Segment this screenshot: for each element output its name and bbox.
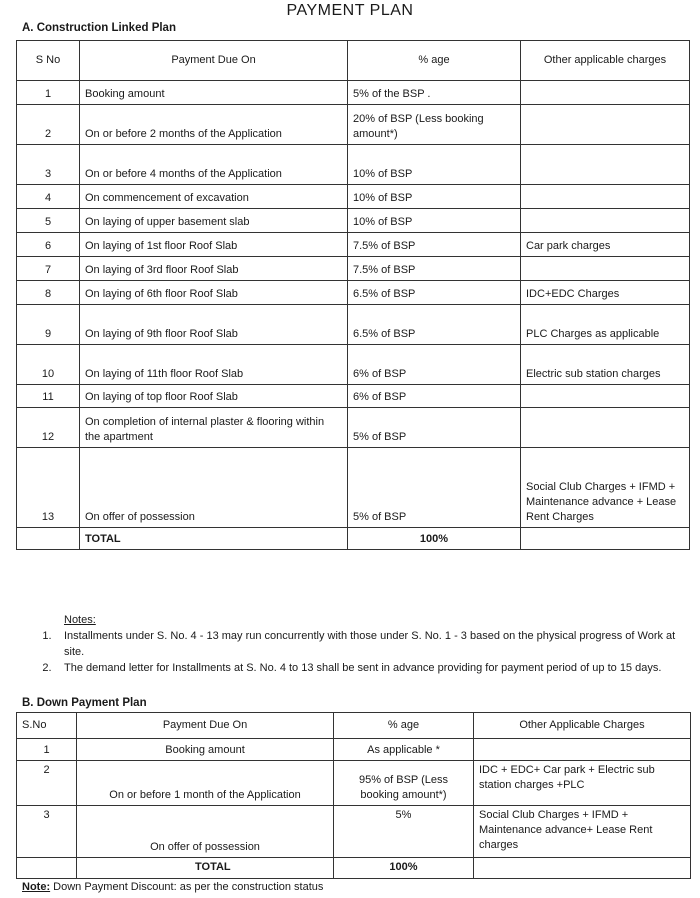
- header-other-charges: Other applicable charges: [521, 41, 690, 81]
- cell-pct: 95% of BSP (Less booking amount*): [334, 761, 474, 806]
- cell-due: On laying of upper basement slab: [80, 209, 348, 233]
- cell-other: [521, 145, 690, 185]
- total-label: TOTAL: [80, 528, 348, 550]
- cell-other: [521, 385, 690, 408]
- header-sno: S.No: [17, 713, 77, 739]
- section-a-heading: A. Construction Linked Plan: [22, 22, 176, 34]
- notes-heading: Notes:: [64, 614, 96, 626]
- table-row: [17, 385, 690, 408]
- note-item: [30, 660, 690, 676]
- cell-other: [521, 257, 690, 281]
- cell-pct: 6% of BSP: [348, 385, 521, 408]
- cell-pct: 5% of BSP: [348, 448, 521, 528]
- table-row: [17, 806, 691, 858]
- cell-due: On laying of 9th floor Roof Slab: [80, 305, 348, 345]
- cell-other: Electric sub station charges: [521, 345, 690, 385]
- cell-empty: [521, 528, 690, 550]
- cell-sno: 6: [17, 233, 80, 257]
- cell-due: On laying of 3rd floor Roof Slab: [80, 257, 348, 281]
- cell-sno: 1: [17, 81, 80, 105]
- cell-other: [521, 81, 690, 105]
- cell-due: On laying of 11th floor Roof Slab: [80, 345, 348, 385]
- table-row: [17, 408, 690, 448]
- cell-sno: 3: [17, 145, 80, 185]
- cell-sno: 2: [17, 761, 77, 806]
- cell-due: On or before 1 month of the Application: [77, 761, 334, 806]
- footer-note-label: Note:: [22, 881, 51, 893]
- note-item: [30, 628, 690, 660]
- table-row: [17, 81, 690, 105]
- section-b-heading: B. Down Payment Plan: [22, 697, 147, 709]
- cell-sno: 1: [17, 739, 77, 761]
- cell-pct: 10% of BSP: [348, 209, 521, 233]
- cell-other: [474, 739, 691, 761]
- note-number: 1.: [42, 630, 52, 642]
- table-header-row: [17, 713, 691, 739]
- down-payment-plan-table: [16, 712, 691, 879]
- cell-other: Social Club Charges + IFMD + Maintenance advance + Lease Rent Charges: [521, 448, 690, 528]
- cell-other: IDC + EDC+ Car park + Electric sub station charges +PLC: [474, 761, 691, 806]
- cell-sno: 5: [17, 209, 80, 233]
- cell-other: PLC Charges as applicable: [521, 305, 690, 345]
- cell-empty: [474, 858, 691, 879]
- table-row: [17, 448, 690, 528]
- notes-section: [30, 612, 690, 676]
- table-row: [17, 281, 690, 305]
- cell-empty: [17, 858, 77, 879]
- footer-note: [22, 881, 323, 893]
- note-text: The demand letter for Installments at S. No. 4 to 13 shall be sent in advance providing for payment period of up to 15 days.: [64, 662, 662, 674]
- cell-due: Booking amount: [80, 81, 348, 105]
- cell-other: [521, 209, 690, 233]
- cell-sno: 7: [17, 257, 80, 281]
- footer-note-text: Down Payment Discount: as per the construction status: [50, 881, 324, 893]
- cell-pct: 6.5% of BSP: [348, 281, 521, 305]
- cell-sno: 3: [17, 806, 77, 858]
- header-other-charges: Other Applicable Charges: [474, 713, 691, 739]
- cell-due: On laying of 1st floor Roof Slab: [80, 233, 348, 257]
- cell-pct: 10% of BSP: [348, 185, 521, 209]
- cell-sno: 13: [17, 448, 80, 528]
- header-payment-due-on: Payment Due On: [80, 41, 348, 81]
- cell-sno: 11: [17, 385, 80, 408]
- cell-sno: 2: [17, 105, 80, 145]
- cell-pct: 5% of BSP: [348, 408, 521, 448]
- total-label: TOTAL: [77, 858, 334, 879]
- cell-other: [521, 185, 690, 209]
- header-sno: S No: [17, 41, 80, 81]
- header-payment-due-on: Payment Due On: [77, 713, 334, 739]
- header-percentage: % age: [334, 713, 474, 739]
- cell-due: Booking amount: [77, 739, 334, 761]
- cell-other: [521, 105, 690, 145]
- cell-pct: 10% of BSP: [348, 145, 521, 185]
- table-header-row: [17, 41, 690, 81]
- cell-other: Social Club Charges + IFMD + Maintenance advance+ Lease Rent charges: [474, 806, 691, 858]
- table-row: [17, 761, 691, 806]
- total-row: [17, 528, 690, 550]
- cell-sno: 4: [17, 185, 80, 209]
- total-value: 100%: [348, 528, 521, 550]
- construction-linked-plan-table: [16, 40, 690, 550]
- table-row: [17, 257, 690, 281]
- cell-due: On completion of internal plaster & flooring within the apartment: [80, 408, 348, 448]
- table-row: [17, 233, 690, 257]
- note-number: 2.: [42, 662, 52, 674]
- table-row: [17, 185, 690, 209]
- table-row: [17, 345, 690, 385]
- cell-sno: 12: [17, 408, 80, 448]
- cell-sno: 9: [17, 305, 80, 345]
- cell-pct: 20% of BSP (Less booking amount*): [348, 105, 521, 145]
- cell-due: On offer of possession: [77, 806, 334, 858]
- cell-due: On commencement of excavation: [80, 185, 348, 209]
- header-percentage: % age: [348, 41, 521, 81]
- cell-sno: 8: [17, 281, 80, 305]
- note-text: Installments under S. No. 4 - 13 may run concurrently with those under S. No. 1 - 3 based on the physical progress of Work at site.: [64, 630, 676, 658]
- table-row: [17, 105, 690, 145]
- page-title: PAYMENT PLAN: [286, 2, 414, 19]
- cell-due: On laying of 6th floor Roof Slab: [80, 281, 348, 305]
- cell-pct: 5%: [334, 806, 474, 858]
- table-row: [17, 145, 690, 185]
- total-row: [17, 858, 691, 879]
- cell-other: [521, 408, 690, 448]
- cell-empty: [17, 528, 80, 550]
- table-row: [17, 305, 690, 345]
- cell-other: Car park charges: [521, 233, 690, 257]
- cell-pct: 6% of BSP: [348, 345, 521, 385]
- cell-due: On laying of top floor Roof Slab: [80, 385, 348, 408]
- table-row: [17, 739, 691, 761]
- total-value: 100%: [334, 858, 474, 879]
- cell-sno: 10: [17, 345, 80, 385]
- cell-due: On offer of possession: [80, 448, 348, 528]
- cell-pct: As applicable *: [334, 739, 474, 761]
- table-row: [17, 209, 690, 233]
- cell-pct: 5% of the BSP .: [348, 81, 521, 105]
- cell-due: On or before 4 months of the Application: [80, 145, 348, 185]
- cell-other: IDC+EDC Charges: [521, 281, 690, 305]
- cell-pct: 7.5% of BSP: [348, 257, 521, 281]
- cell-pct: 6.5% of BSP: [348, 305, 521, 345]
- cell-pct: 7.5% of BSP: [348, 233, 521, 257]
- cell-due: On or before 2 months of the Application: [80, 105, 348, 145]
